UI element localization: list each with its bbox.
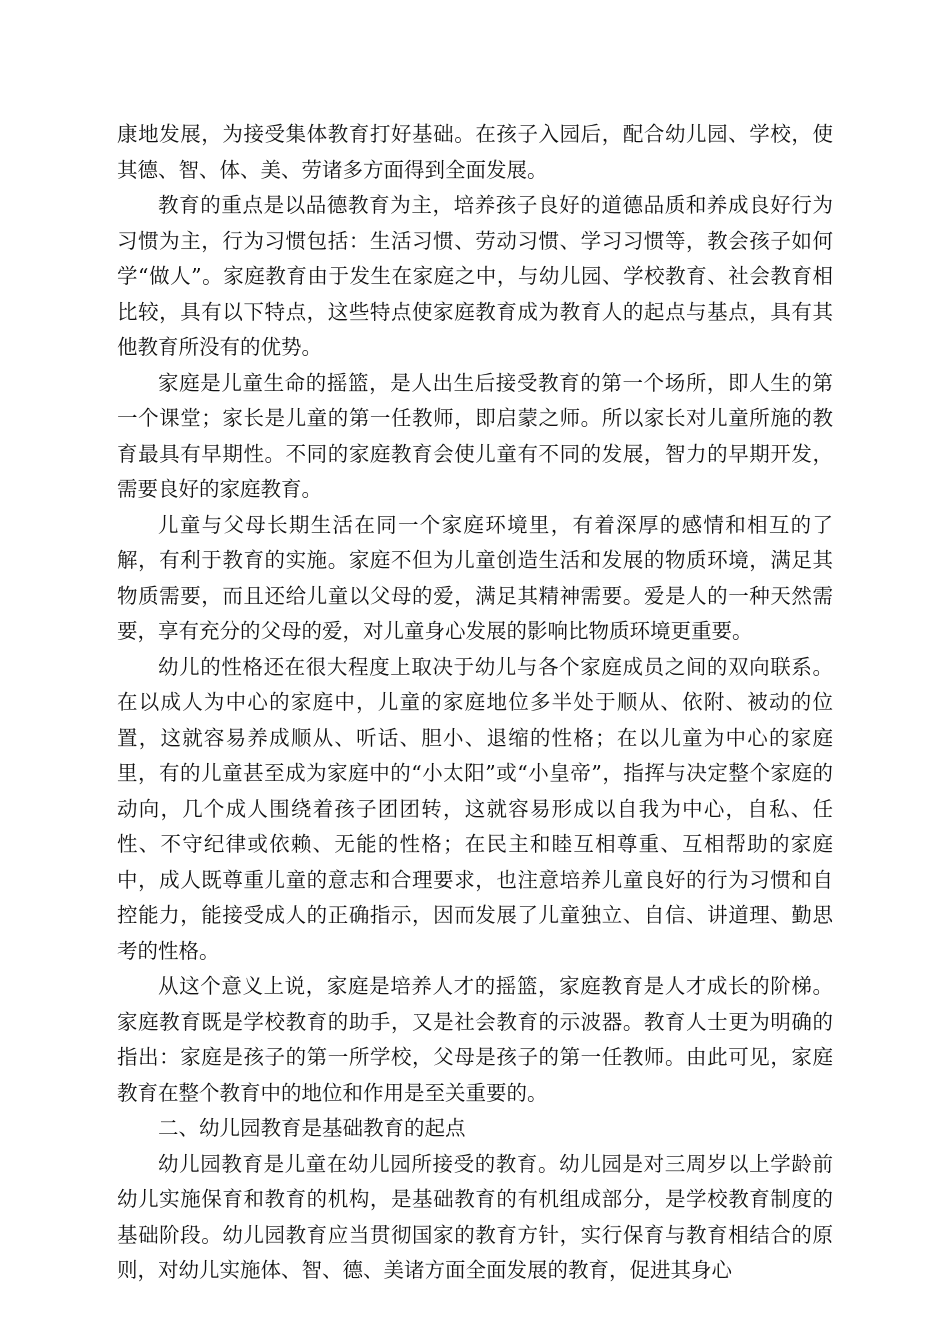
paragraph-continuation: 康地发展，为接受集体教育打好基础。在孩子入园后，配合幼儿园、学校，使其德、智、体、美、劳诸多方面得到全面发展。 [117,122,833,182]
paragraph-kindergarten-education: 幼儿园教育是儿童在幼儿园所接受的教育。幼儿园是对三周岁以上学龄前幼儿实施保育和教育的机构，是基础教育的有机组成部分，是学校教育制度的基础阶段。幼儿园教育应当贯彻国家的教育方针，实行保育与教育相结合的原则，对幼儿实施体、智、德、美诸方面全面发展的教育，促进其身心 [117,1151,833,1282]
paragraph-family-significance: 从这个意义上说，家庭是培养人才的摇篮，家庭教育是人才成长的阶梯。家庭教育既是学校教育的助手，又是社会教育的示波器。教育人士更为明确的指出：家庭是孩子的第一所学校，父母是孩子的第一任教师。由此可见，家庭教育在整个教育中的地位和作用是至关重要的。 [117,974,833,1105]
paragraph-education-focus: 教育的重点是以品德教育为主，培养孩子良好的道德品质和养成良好行为习惯为主，行为习惯包括：生活习惯、劳动习惯、学习习惯等，教会孩子如何学“做人”。家庭教育由于发生在家庭之中，与幼儿园、学校教育、社会教育相比较，具有以下特点，这些特点使家庭教育成为教育人的起点与基点，具有其他教育所没有的优势。 [117,193,833,359]
paragraph-parent-child-bond: 儿童与父母长期生活在同一个家庭环境里，有着深厚的感情和相互的了解，有利于教育的实施。家庭不但为儿童创造生活和发展的物质环境，满足其物质需要，而且还给儿童以父母的爱，满足其精神需要。爱是人的一种天然需要，享有充分的父母的爱，对儿童身心发展的影响比物质环境更重要。 [117,512,833,643]
paragraph-child-personality: 幼儿的性格还在很大程度上取决于幼儿与各个家庭成员之间的双向联系。在以成人为中心的家庭中，儿童的家庭地位多半处于顺从、依附、被动的位置，这就容易养成顺从、听话、胆小、退缩的性格；在以儿童为中心的家庭里，有的儿童甚至成为家庭中的“小太阳”或“小皇帝”，指挥与决定整个家庭的动向，几个成人围绕着孩子团团转，这就容易形成以自我为中心，自私、任性、不守纪律或依赖、无能的性格；在民主和睦互相尊重、互相帮助的家庭中，成人既尊重儿童的意志和合理要求，也注意培养儿童良好的行为习惯和自控能力，能接受成人的正确指示，因而发展了儿童独立、自信、讲道理、勤思考的性格。 [117,654,833,963]
paragraph-family-cradle: 家庭是儿童生命的摇篮，是人出生后接受教育的第一个场所，即人生的第一个课堂；家长是儿童的第一任教师，即启蒙之师。所以家长对儿童所施的教育最具有早期性。不同的家庭教育会使儿童有不同的发展，智力的早期开发，需要良好的家庭教育。 [117,370,833,501]
section-heading: 二、幼儿园教育是基础教育的起点 [158,1116,466,1140]
document-body [117,117,833,1289]
